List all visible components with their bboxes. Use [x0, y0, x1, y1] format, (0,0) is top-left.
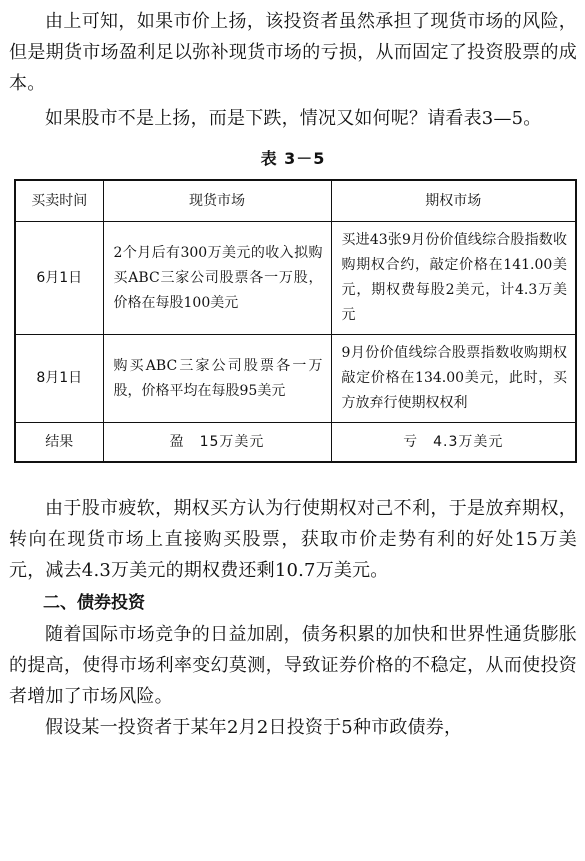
- header-trade-time: 买卖时间: [15, 180, 103, 222]
- row-date: 8月1日: [15, 335, 103, 423]
- table-row: [15, 335, 576, 423]
- result-label: 结果: [15, 423, 103, 463]
- row-option-cell: 买进43张9月份价值线综合股指数收购期权合约，敲定价格在141.00美元，期权费每股2美元，计4.3万美元: [331, 222, 576, 335]
- table-caption: 表 3－5: [260, 149, 326, 168]
- paragraph-intro-1: 由上可知，如果市价上扬，该投资者虽然承担了现货市场的风险，但是期货市场盈利足以弥补现货市场的亏损，从而固定了投资股票的成本。: [9, 11, 577, 94]
- paragraph-bond-example: 假设某一投资者于某年2月2日投资于5种市政债券，: [45, 717, 463, 738]
- result-spot: 盈 15万美元: [103, 423, 331, 463]
- table-result-row: [15, 423, 576, 463]
- paragraph-intro-2: 如果股市不是上扬，而是下跌，情况又如何呢？请看表3—5。: [45, 108, 542, 129]
- header-option-market: 期权市场: [331, 180, 576, 222]
- section-heading-bond-investment: 二、债券投资: [43, 593, 145, 613]
- row-option-cell: 9月份价值线综合股票指数收购期权敲定价格在134.00美元，此时，买方放弃行使期权权利: [331, 335, 576, 423]
- paragraph-bond-risk: 随着国际市场竞争的日益加剧，债务积累的加快和世界性通货膨胀的提高，使得市场利率变幻莫测，导致证券价格的不稳定，从而使投资者增加了市场风险。: [9, 624, 577, 707]
- comparison-table: [14, 179, 577, 463]
- header-spot-market: 现货市场: [103, 180, 331, 222]
- row-date: 6月1日: [15, 222, 103, 335]
- paragraph-analysis: 由于股市疲软，期权买方认为行使期权对己不利，于是放弃期权，转向在现货市场上直接购买股票，获取市价走势有利的好处15万美元，减去4.3万美元的期权费还剩10.7万美元。: [9, 498, 577, 581]
- result-option: 亏 4.3万美元: [331, 423, 576, 463]
- row-spot-cell: 购买ABC三家公司股票各一万股，价格平均在每股95美元: [103, 335, 331, 423]
- row-spot-cell: 2个月后有300万美元的收入拟购买ABC三家公司股票各一万股，价格在每股100美元: [103, 222, 331, 335]
- table-header-row: [15, 180, 576, 222]
- table-row: [15, 222, 576, 335]
